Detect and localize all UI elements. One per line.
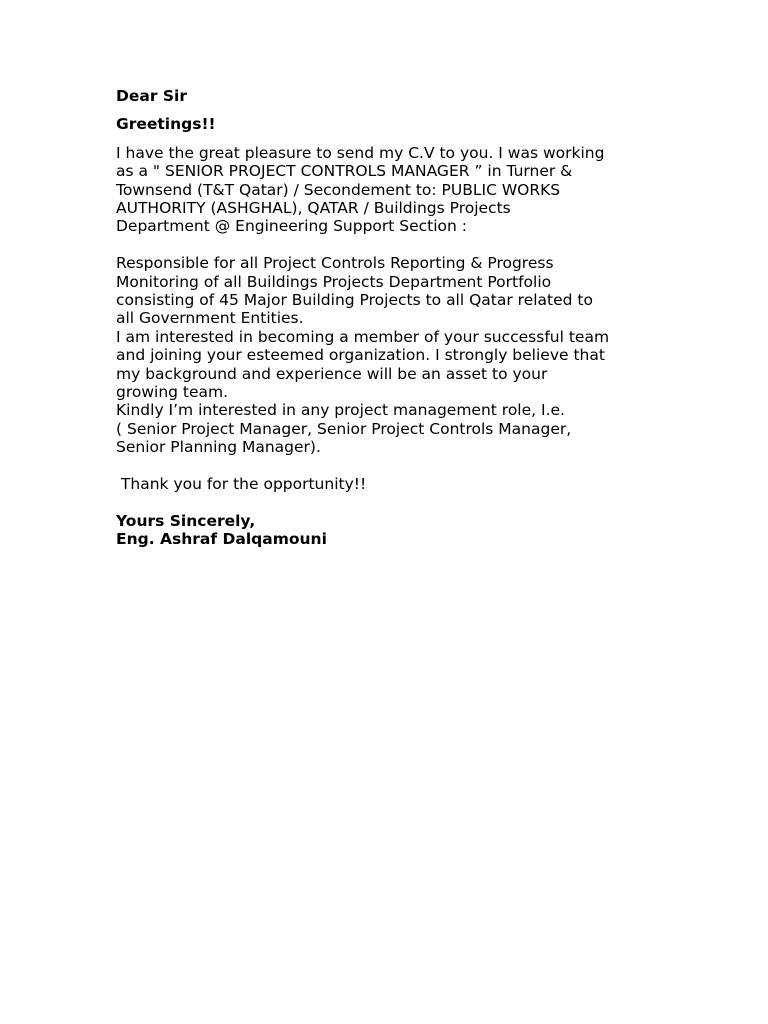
paragraph-line: growing team.	[116, 383, 229, 402]
spacer	[116, 134, 676, 144]
body-paragraph	[116, 254, 676, 456]
spacer	[116, 105, 676, 115]
paragraph-line: Senior Planning Manager).	[116, 438, 321, 457]
spacer	[116, 494, 676, 512]
closing: Yours Sincerely,	[116, 511, 256, 530]
paragraph-line: ( Senior Project Manager, Senior Project Controls Manager,	[116, 419, 572, 438]
thanks-line: Thank you for the opportunity!!	[116, 475, 367, 494]
paragraph-line: Department @ Engineering Support Section :	[116, 217, 468, 236]
salutation: Dear Sir	[116, 87, 187, 105]
paragraph-line: as a " SENIOR PROJECT CONTROLS MANAGER ” in Turner &	[116, 162, 573, 181]
paragraph-line: Responsible for all Project Controls Reporting & Progress	[116, 254, 554, 273]
paragraph-line: Kindly I’m interested in any project management role, I.e.	[116, 401, 565, 420]
paragraph-line: and joining your esteemed organization. I strongly believe that	[116, 346, 605, 365]
intro-paragraph	[116, 144, 676, 236]
paragraph-line: I have the great pleasure to send my C.V to you. I was working	[116, 143, 605, 162]
signature-name: Eng. Ashraf Dalqamouni	[116, 530, 327, 549]
paragraph-line: my background and experience will be an asset to your	[116, 364, 548, 383]
paragraph-line: Townsend (T&T Qatar) / Secondement to: PUBLIC WORKS	[116, 180, 561, 199]
paragraph-line: Monitoring of all Buildings Projects Department Portfolio	[116, 272, 552, 291]
spacer	[116, 236, 676, 254]
spacer	[116, 457, 676, 475]
paragraph-line: consisting of 45 Major Building Projects to all Qatar related to	[116, 291, 593, 310]
paragraph-line: all Government Entities.	[116, 309, 304, 328]
cover-letter	[116, 87, 676, 549]
greeting: Greetings!!	[116, 115, 216, 134]
paragraph-line: AUTHORITY (ASHGHAL), QATAR / Buildings Projects	[116, 199, 511, 218]
paragraph-line: I am interested in becoming a member of your successful team	[116, 327, 610, 346]
